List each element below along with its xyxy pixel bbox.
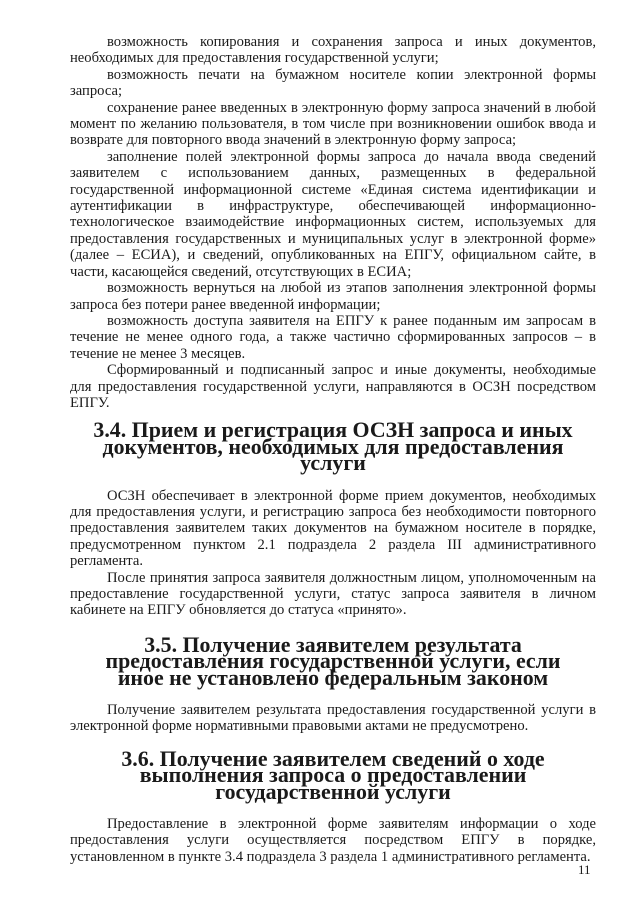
paragraph-submitted-request: Сформированный и подписанный запрос и иные документы, необходимые для предоставления государственной услуги, направляются в ОСЗН посредством ЕПГУ.	[70, 362, 596, 411]
paragraph-return-step: возможность вернуться на любой из этапов заполнения электронной формы запроса без потери ранее введенной информации;	[70, 280, 596, 313]
section-heading-3-6: 3.6. Получение заявителем сведений о ходе выполнения запроса о предоставлении государственной услуги	[121, 745, 545, 804]
paragraph-access-requests: возможность доступа заявителя на ЕПГУ к ранее поданным им запросам в течение не менее одного года, а также частично сформированных запросов – в течение не менее 3 месяцев.	[70, 312, 596, 362]
section-3-6-paragraph: Предоставление в электронной форме заявителям информации о ходе предоставления услуги осуществляется посредством ЕПГУ в порядке, установленном в пункте 3.4 подраздела 3 раздела 1 административного регламента.	[70, 816, 596, 865]
section-3-5-paragraph: Получение заявителем результата предоставления государственной услуги в электронной форме нормативными правовыми актами не предусмотрено.	[70, 702, 596, 735]
paragraph-copy-save: возможность копирования и сохранения запроса и иных документов, необходимых для предоставления государственной услуги;	[70, 34, 596, 67]
paragraph-save-values: сохранение ранее введенных в электронную форму запроса значений в любой момент по желанию пользователя, в том числе при возникновении ошибок ввода и возврате для повторного ввода значений в электронную форму запроса;	[70, 99, 596, 149]
section-heading-3-5: 3.5. Получение заявителем результата предоставления государственной услуги, если иное не установлено федеральным законом	[105, 631, 561, 690]
section-3-4-paragraph: ОСЗН обеспечивает в электронной форме прием документов, необходимых для предоставления услуги, и регистрацию запроса без необходимости повторного предоставления заявителем таких документов на бумажном носителе в порядке, предусмотренном пунктом 2.1 подраздела 2 раздела III административного регламента.	[70, 487, 596, 570]
section-heading-3-4: 3.4. Прием и регистрация ОСЗН запроса и иных документов, необходимых для предоставления услуги	[93, 417, 573, 476]
paragraph-prefill-esia: заполнение полей электронной формы запроса до начала ввода сведений заявителем с использованием данных, размещенных в федеральной государственной информационной системе «Единая система идентификации и аутентификации в инфраструктуре, обеспечивающей информационно-технологическое взаимодействие информационных систем, используемых для предоставления государственных и муниципальных услуг в электронной форме» (далее – ЕСИА), и сведений, опубликованных на ЕПГУ, официальном сайте, в части, касающейся сведений, отсутствующих в ЕСИА;	[70, 148, 596, 280]
section-3-4-paragraph: После принятия запроса заявителя должностным лицом, уполномоченным на предоставление государственной услуги, статус запроса заявителя в личном кабинете на ЕПГУ обновляется до статуса «принято».	[70, 569, 596, 619]
page-number: 11	[578, 862, 591, 877]
paragraph-print: возможность печати на бумажном носителе копии электронной формы запроса;	[70, 66, 596, 100]
document-page	[70, 34, 596, 865]
